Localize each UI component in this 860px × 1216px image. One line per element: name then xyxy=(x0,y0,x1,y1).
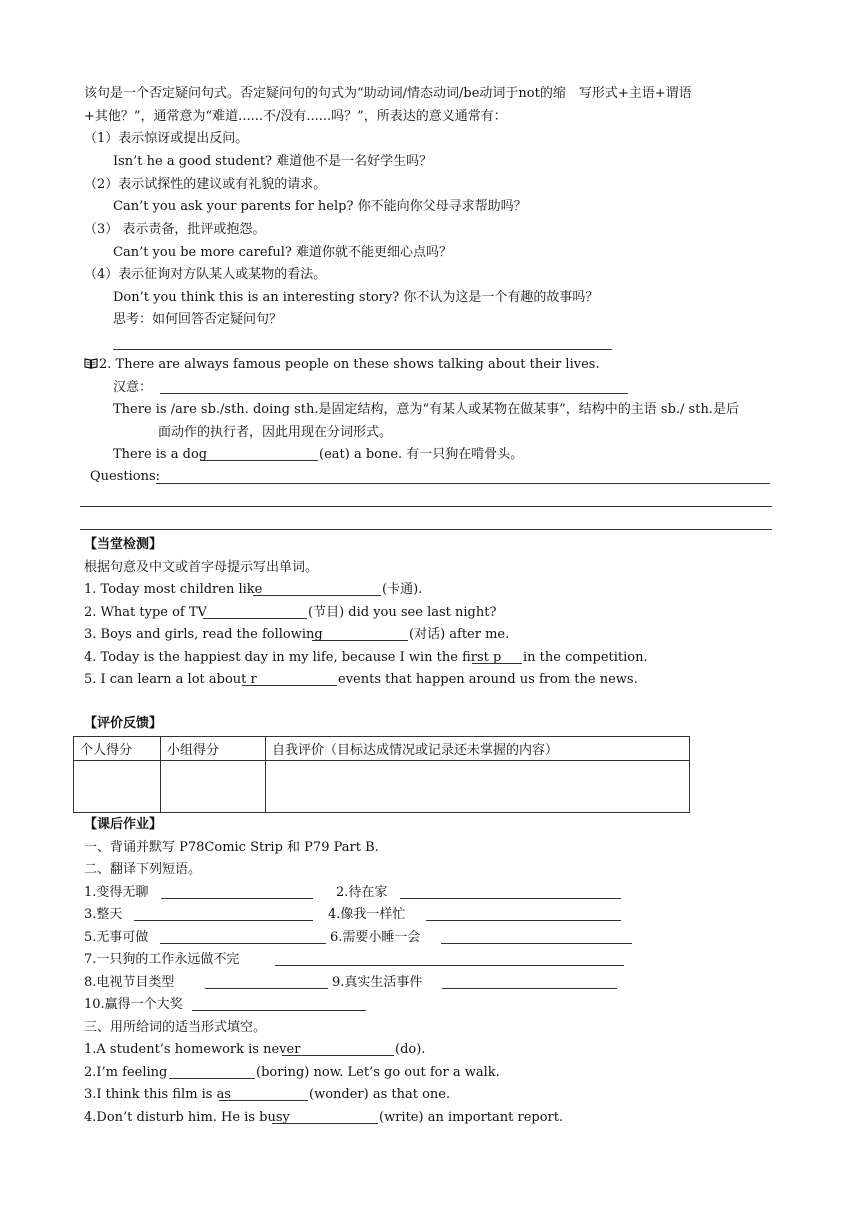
point2-example-pre: There is a dog xyxy=(113,447,208,462)
phrase-6-blank[interactable] xyxy=(441,943,632,944)
phrase-2-blank[interactable] xyxy=(400,898,621,899)
header-self-evaluation: 自我评价（目标达成情况或记录还未掌握的内容） xyxy=(266,737,690,761)
check-item-2-pre: 2. What type of TV xyxy=(84,605,207,620)
feedback-title: 【评价反馈】 xyxy=(84,716,163,731)
point2-expl-1: There is /are sb./sth. doing sth.是固定结构，意为“有某人或某物在做某事”，结构中的主语 sb./ sth.是后 xyxy=(113,402,739,417)
check-item-1-pre: 1. Today most children like xyxy=(84,582,263,597)
phrase-8: 8.电视节目类型 xyxy=(84,975,175,990)
point2-sentence: 2. There are always famous people on these shows talking about their lives. xyxy=(99,357,600,372)
phrase-9-blank[interactable] xyxy=(442,988,617,989)
phrase-1: 1.变得无聊 xyxy=(84,885,149,900)
group-score-cell[interactable] xyxy=(161,761,266,813)
use-3-head: （3） 表示责备，批评或抱怨。 xyxy=(84,222,266,237)
check-item-5-post: events that happen around us from the news. xyxy=(338,672,638,687)
book-icon xyxy=(84,358,98,369)
fill-4-post: (write) an important report. xyxy=(379,1110,564,1125)
fill-2-pre: 2.I’m feeling xyxy=(84,1065,168,1080)
meaning-answer-line[interactable] xyxy=(160,393,628,394)
check-item-4-pre: 4. Today is the happiest day in my life, because I win the first p xyxy=(84,650,502,665)
use-1-example: Isn’t he a good student? 难道他不是一名好学生吗？ xyxy=(113,154,433,169)
check-item-2-blank[interactable] xyxy=(203,618,307,619)
check-item-2-post: (节目) did you see last night? xyxy=(308,605,497,620)
phrase-9: 9.真实生活事件 xyxy=(332,975,423,990)
questions-label: Questions: xyxy=(90,469,161,484)
check-item-1-blank[interactable] xyxy=(253,595,381,596)
homework-part1: 一、背诵并默写 P78Comic Strip 和 P79 Part B. xyxy=(84,840,379,855)
fill-3-post: (wonder) as that one. xyxy=(309,1087,451,1102)
fill-3-pre: 3.I think this film is as xyxy=(84,1087,232,1102)
fill-3-blank[interactable] xyxy=(219,1100,308,1101)
phrase-6: 6.需要小睡一会 xyxy=(330,930,421,945)
check-item-5-pre: 5. I can learn a lot about r xyxy=(84,672,257,687)
fill-2-post: (boring) now. Let’s go out for a walk. xyxy=(256,1065,500,1080)
phrase-5-blank[interactable] xyxy=(160,943,326,944)
check-item-4-blank[interactable] xyxy=(472,663,522,664)
questions-line-3[interactable] xyxy=(80,529,772,530)
point2-example-blank[interactable] xyxy=(200,460,318,461)
intro-line-1: 该句是一个否定疑问句式。否定疑问句的句式为“助动词/情态动词/be动词于not的缩 写形式+主语+谓语 xyxy=(84,86,692,101)
think-answer-line[interactable] xyxy=(113,349,612,350)
fill-1-blank[interactable] xyxy=(282,1055,394,1056)
phrase-8-blank[interactable] xyxy=(205,988,328,989)
check-instruction: 根据句意及中文或首字母提示写出单词。 xyxy=(84,560,319,575)
homework-part3: 三、用所给词的适当形式填空。 xyxy=(84,1020,267,1035)
think-question: 思考：如何回答否定疑问句？ xyxy=(113,312,283,327)
fill-4-pre: 4.Don’t disturb him. He is busy xyxy=(84,1110,290,1125)
point2-example-post: (eat) a bone. 有一只狗在啃骨头。 xyxy=(319,447,524,462)
header-personal-score: 个人得分 xyxy=(74,737,161,761)
phrase-7: 7.一只狗的工作永远做不完 xyxy=(84,952,240,967)
fill-4-blank[interactable] xyxy=(272,1123,378,1124)
intro-line-2: +其他？”，通常意为“难道......不/没有......吗？”，所表达的意义通常有： xyxy=(84,109,507,124)
use-4-head: （4）表示征询对方队某人或某物的看法。 xyxy=(84,267,327,282)
homework-title: 【课后作业】 xyxy=(84,817,163,832)
questions-line-1[interactable] xyxy=(156,483,770,484)
use-3-example: Can’t you be more careful? 难道你就不能更细心点吗？ xyxy=(113,245,452,260)
meaning-label: 汉意： xyxy=(113,380,153,395)
phrase-3: 3.整天 xyxy=(84,907,123,922)
phrase-4-blank[interactable] xyxy=(426,920,621,921)
personal-score-cell[interactable] xyxy=(74,761,161,813)
check-item-3-blank[interactable] xyxy=(312,640,408,641)
fill-1-pre: 1.A student’s homework is never xyxy=(84,1042,301,1057)
use-2-head: （2）表示试探性的建议或有礼貌的请求。 xyxy=(84,177,327,192)
self-evaluation-cell[interactable] xyxy=(266,761,690,813)
use-4-example: Don’t you think this is an interesting story? 你不认为这是一个有趣的故事吗？ xyxy=(113,290,599,305)
use-2-example: Can’t you ask your parents for help? 你不能向你父母寻求帮助吗？ xyxy=(113,199,527,214)
phrase-4: 4.像我一样忙 xyxy=(328,907,406,922)
header-group-score: 小组得分 xyxy=(161,737,266,761)
questions-line-2[interactable] xyxy=(80,506,772,507)
check-item-3-post: (对话) after me. xyxy=(409,627,510,642)
check-item-5-blank[interactable] xyxy=(242,685,337,686)
feedback-table xyxy=(73,736,690,813)
phrase-3-blank[interactable] xyxy=(134,920,313,921)
homework-part2: 二、翻译下列短语。 xyxy=(84,862,202,877)
check-title: 【当堂检测】 xyxy=(84,537,163,552)
phrase-7-blank[interactable] xyxy=(275,965,624,966)
check-item-1-post: (卡通). xyxy=(382,582,423,597)
phrase-2: 2.待在家 xyxy=(336,885,388,900)
phrase-10: 10.赢得一个大奖 xyxy=(84,997,183,1012)
phrase-5: 5.无事可做 xyxy=(84,930,149,945)
fill-1-post: (do). xyxy=(395,1042,426,1057)
check-item-4-post: in the competition. xyxy=(523,650,648,665)
phrase-1-blank[interactable] xyxy=(161,898,313,899)
check-item-3-pre: 3. Boys and girls, read the following xyxy=(84,627,323,642)
use-1-head: （1）表示惊讶或提出反问。 xyxy=(84,131,249,146)
phrase-10-blank[interactable] xyxy=(192,1010,366,1011)
fill-2-blank[interactable] xyxy=(169,1078,255,1079)
point2-expl-2: 面动作的执行者，因此用现在分词形式。 xyxy=(158,425,393,440)
